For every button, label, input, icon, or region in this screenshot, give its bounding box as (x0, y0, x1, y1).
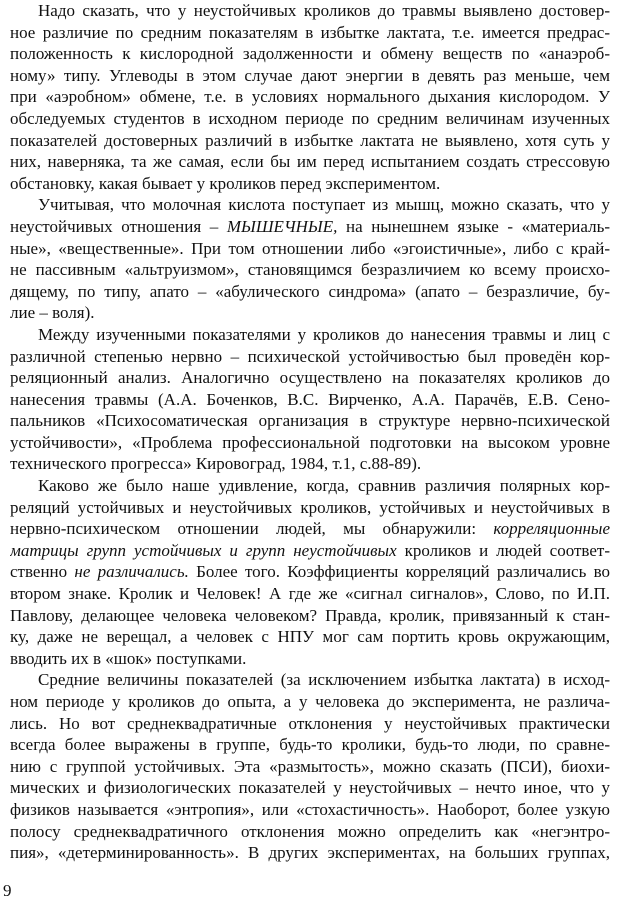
text-segment: ном периоде у кроликов до опыта, а у человека до эксперимента, не различа- (10, 692, 610, 711)
text-line (10, 799, 610, 821)
text-line (10, 453, 610, 475)
italic-text: корреляционные (493, 519, 610, 539)
text-line (10, 108, 610, 130)
text-line (10, 540, 610, 562)
text-segment: полосу среднеквадратичного отклонения можно определить как «негэнтро- (10, 821, 610, 841)
text-segment: различной степенью нервно – психической устойчивостью был проведён кор- (10, 346, 610, 366)
text-segment: втором знаке. Кролик и Человек! А где же «сигнал сигналов», Слово, по И.П. (10, 584, 610, 604)
text-segment: реляций устойчивых и неустойчивых кроликов, устойчивых и неустойчивых в (10, 497, 610, 517)
text-line (10, 518, 610, 540)
text-line (10, 432, 610, 454)
text-line (10, 626, 610, 648)
text-line (10, 410, 610, 432)
text-line (10, 151, 610, 173)
text-segment: дящему, по типу, апато – «абулического синдрома» (апато – безразличие, бу- (10, 281, 610, 301)
text-line (10, 22, 610, 44)
text-segment: обстановку, какая бывает у кроликов перед экспериментом. (10, 173, 441, 193)
paragraph (10, 194, 610, 324)
text-line (10, 648, 610, 670)
text-segment: устойчивости», «Проблема профессиональной подготовки на высоком уровне (10, 432, 610, 452)
text-segment: ные», «вещественные». При том отношении либо «эгоистичные», либо с край- (10, 238, 610, 258)
text-segment: на нынешнем языке - «материаль- (337, 216, 610, 236)
text-line (10, 302, 610, 324)
document-page (10, 0, 610, 864)
text-line (10, 86, 610, 108)
paragraph (10, 669, 610, 863)
text-line (10, 389, 610, 411)
text-line (10, 475, 610, 497)
text-line (10, 216, 610, 238)
text-line (10, 842, 610, 864)
text-segment: ственно (10, 562, 75, 582)
text-line (10, 0, 610, 22)
text-segment: них, наверняка, та же самая, если бы им перед испытанием создать стрессовую (10, 152, 610, 172)
text-segment: Учитывая, что молочная кислота поступает из мышц, можно сказать, что у (38, 195, 610, 215)
text-line (10, 281, 610, 303)
text-segment: технического прогресса» Кировоград, 1984, т.1, с.88-89). (10, 454, 422, 474)
text-segment: лие – воля). (10, 303, 95, 323)
text-segment: нанесения травмы (А.А. Боченков, В.С. Вирченко, А.А. Парачёв, Е.В. Сено- (10, 389, 610, 409)
text-line (10, 777, 610, 799)
text-segment: физиков называется «энтропия», или «стохастичность». Наоборот, более узкую (10, 799, 610, 819)
text-segment: кроликов и людей соответ- (396, 540, 610, 560)
text-segment: ному» типу. Углеводы в этом случае дают энергии в девять раз меньше, чем (10, 65, 610, 85)
text-segment: реляционный анализ. Аналогично осуществлено на показателях кроликов до (10, 368, 610, 388)
text-line (10, 691, 610, 713)
text-segment: положенность к кислородной задолженности и обмену веществ по «анаэроб- (10, 44, 610, 64)
italic-text: МЫШЕЧНЫЕ, (226, 216, 338, 236)
text-segment: ное различие по средним показателям в избытке лактата, т.е. имеется предрас- (10, 22, 610, 42)
text-segment: при «аэробном» обмене, т.е. в условиях нормального дыхания кислородом. У (10, 87, 610, 107)
text-segment: ку, даже не верещал, а человек с НПУ мог сам портить кровь окружающим, (10, 627, 610, 647)
text-line (10, 259, 610, 281)
text-line (10, 324, 610, 346)
text-segment: не пассивным «альтруизмом», становящимся безразличием ко всему происхо- (10, 260, 610, 280)
text-line (10, 130, 610, 152)
page-number: 9 (3, 881, 12, 900)
text-line (10, 561, 610, 583)
text-line (10, 173, 610, 195)
text-segment: пальников «Психосоматическая организация в структуре нервно-психической (10, 411, 610, 431)
text-line (10, 65, 610, 87)
text-line (10, 238, 610, 260)
text-line (10, 346, 610, 368)
text-line (10, 734, 610, 756)
text-line (10, 713, 610, 735)
text-segment: Надо сказать, что у неустойчивых кроликов до травмы выявлено достовер- (38, 1, 610, 20)
paragraph (10, 475, 610, 669)
text-line (10, 821, 610, 843)
text-segment: всегда более выражены в группе, будь-то кролики, будь-то люди, по сравне- (10, 735, 610, 755)
text-segment: обследуемых студентов в исходном периоде по средним величинам изученных (10, 108, 610, 128)
text-line (10, 605, 610, 627)
text-segment: Более того. Коэффициенты корреляций различались во (188, 562, 610, 582)
text-line (10, 194, 610, 216)
text-segment: показателей достоверных различий в избытке лактата не выявлено, хотя суть у (10, 130, 610, 150)
text-segment: лись. Но вот среднеквадратичные отклонения у неустойчивых практически (10, 713, 610, 733)
text-segment: Между изученными показателями у кроликов до нанесения травмы и лиц с (38, 324, 610, 344)
italic-text: матрицы групп устойчивых и групп неустойчивых (10, 540, 397, 560)
text-segment: нию с группой устойчивых. Эта «размытость», можно сказать (ПСИ), биохи- (10, 756, 610, 776)
text-line (10, 669, 610, 691)
text-segment: Средние величины показателей (за исключением избытка лактата) в исход- (38, 670, 610, 690)
text-segment: Каково же было наше удивление, когда, сравнив различия полярных кор- (38, 476, 610, 496)
paragraph (10, 0, 610, 194)
text-segment: вводить их в «шок» поступками. (10, 648, 247, 668)
text-line (10, 583, 610, 605)
text-line (10, 497, 610, 519)
text-line (10, 367, 610, 389)
paragraph (10, 324, 610, 475)
italic-text: не различались. (74, 562, 189, 582)
text-segment: нервно-психическом отношении людей, мы обнаружили: (10, 519, 494, 539)
text-line (10, 43, 610, 65)
text-segment: пия», «детерминированность». В других экспериментах, на больших группах, (10, 843, 610, 863)
text-segment: неустойчивых отношения – (10, 216, 227, 236)
text-segment: Павлову, делающее человека человеком? Правда, кролик, привязанный к стан- (10, 605, 610, 625)
text-line (10, 756, 610, 778)
text-segment: мических и физиологических показателей у неустойчивых – нечто иное, что у (10, 778, 610, 798)
